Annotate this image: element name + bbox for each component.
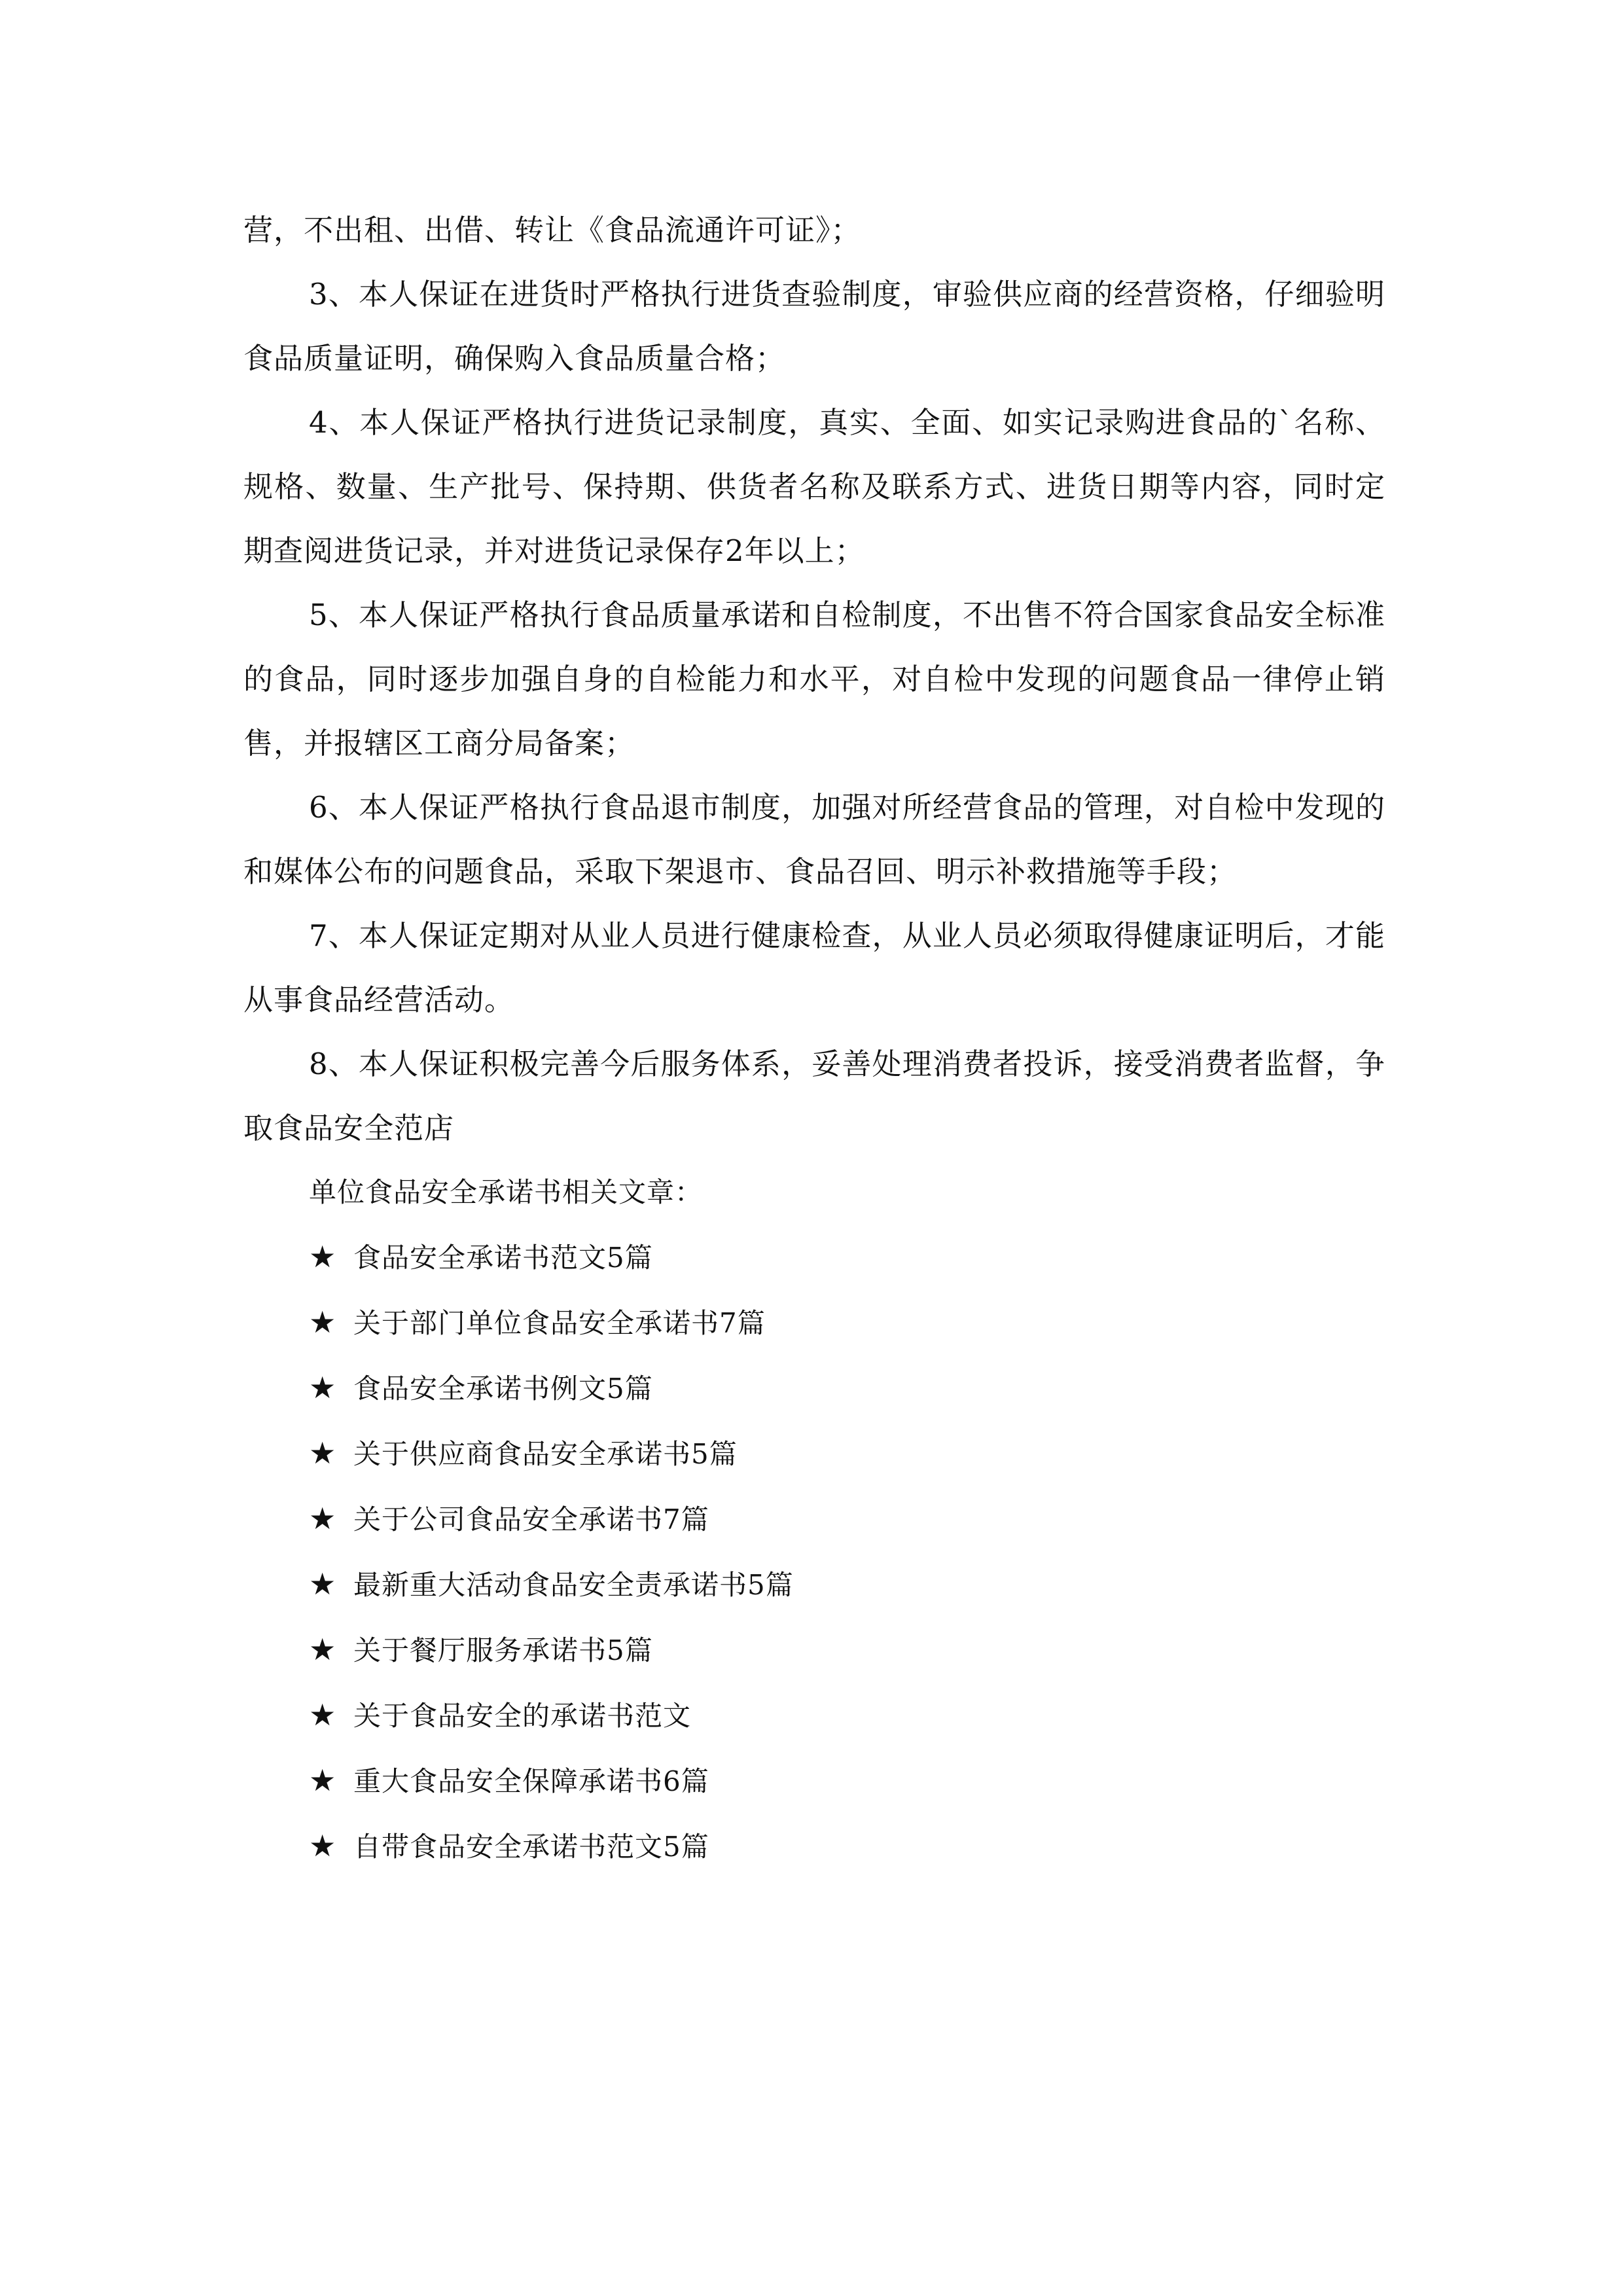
- star-icon: ★: [309, 1501, 337, 1536]
- related-article-link[interactable]: [243, 1748, 1385, 1814]
- related-article-title: 自带食品安全承诺书范文5篇: [353, 1831, 709, 1863]
- related-article-title: 关于食品安全的承诺书范文: [353, 1700, 692, 1732]
- related-article-link[interactable]: [243, 1814, 1385, 1879]
- star-icon: ★: [309, 1828, 337, 1863]
- related-article-link[interactable]: [243, 1683, 1385, 1748]
- related-article-title: 食品安全承诺书范文5篇: [353, 1242, 653, 1274]
- star-icon: ★: [309, 1566, 337, 1602]
- related-article-title: 重大食品安全保障承诺书6篇: [353, 1765, 709, 1797]
- paragraph-item-7: 7、本人保证定期对从业人员进行健康检查，从业人员必须取得健康证明后，才能从事食品经营活动。: [243, 918, 1385, 1017]
- related-article-title: 关于供应商食品安全承诺书5篇: [353, 1438, 738, 1470]
- star-icon: ★: [309, 1632, 337, 1667]
- related-article-link[interactable]: [243, 1552, 1385, 1617]
- star-icon: ★: [309, 1435, 337, 1471]
- paragraph-item-8: 8、本人保证积极完善今后服务体系，妥善处理消费者投诉，接受消费者监督，争取食品安全范店: [243, 1047, 1385, 1145]
- related-article-title: 关于公司食品安全承诺书7篇: [353, 1503, 709, 1535]
- star-icon: ★: [309, 1239, 337, 1274]
- star-icon: ★: [309, 1763, 337, 1798]
- star-icon: ★: [309, 1304, 337, 1340]
- related-article-title: 食品安全承诺书例文5篇: [353, 1372, 653, 1405]
- related-article-title: 关于餐厅服务承诺书5篇: [353, 1634, 653, 1666]
- paragraph-item-5: 5、本人保证严格执行食品质量承诺和自检制度，不出售不符合国家食品安全标准的食品，同时逐步加强自身的自检能力和水平，对自检中发现的问题食品一律停止销售，并报辖区工商分局备案；: [243, 598, 1385, 761]
- related-articles-list: [243, 1225, 1385, 1879]
- related-article-title: 最新重大活动食品安全责承诺书5篇: [353, 1569, 794, 1601]
- related-article-link[interactable]: [243, 1486, 1385, 1552]
- paragraph-continuation: 营，不出租、出借、转让《食品流通许可证》；: [243, 213, 861, 247]
- related-article-link[interactable]: [243, 1421, 1385, 1486]
- paragraph-item-3: 3、本人保证在进货时严格执行进货查验制度，审验供应商的经营资格，仔细验明食品质量证明，确保购入食品质量合格；: [243, 277, 1385, 376]
- related-article-title: 关于部门单位食品安全承诺书7篇: [353, 1307, 766, 1339]
- related-articles-title: 单位食品安全承诺书相关文章：: [309, 1176, 704, 1208]
- related-article-link[interactable]: [243, 1355, 1385, 1421]
- document-body: [243, 198, 1385, 1879]
- paragraph-item-6: 6、本人保证严格执行食品退市制度，加强对所经营食品的管理，对自检中发现的和媒体公布的问题食品，采取下架退市、食品召回、明示补救措施等手段；: [243, 790, 1385, 889]
- star-icon: ★: [309, 1370, 337, 1405]
- star-icon: ★: [309, 1697, 337, 1732]
- related-article-link[interactable]: [243, 1290, 1385, 1355]
- related-article-link[interactable]: [243, 1617, 1385, 1683]
- related-article-link[interactable]: [243, 1225, 1385, 1290]
- paragraph-item-4: 4、本人保证严格执行进货记录制度，真实、全面、如实记录购进食品的`名称、规格、数量、生产批号、保持期、供货者名称及联系方式、进货日期等内容，同时定期查阅进货记录，并对进货记录保存2年以上；: [243, 405, 1385, 568]
